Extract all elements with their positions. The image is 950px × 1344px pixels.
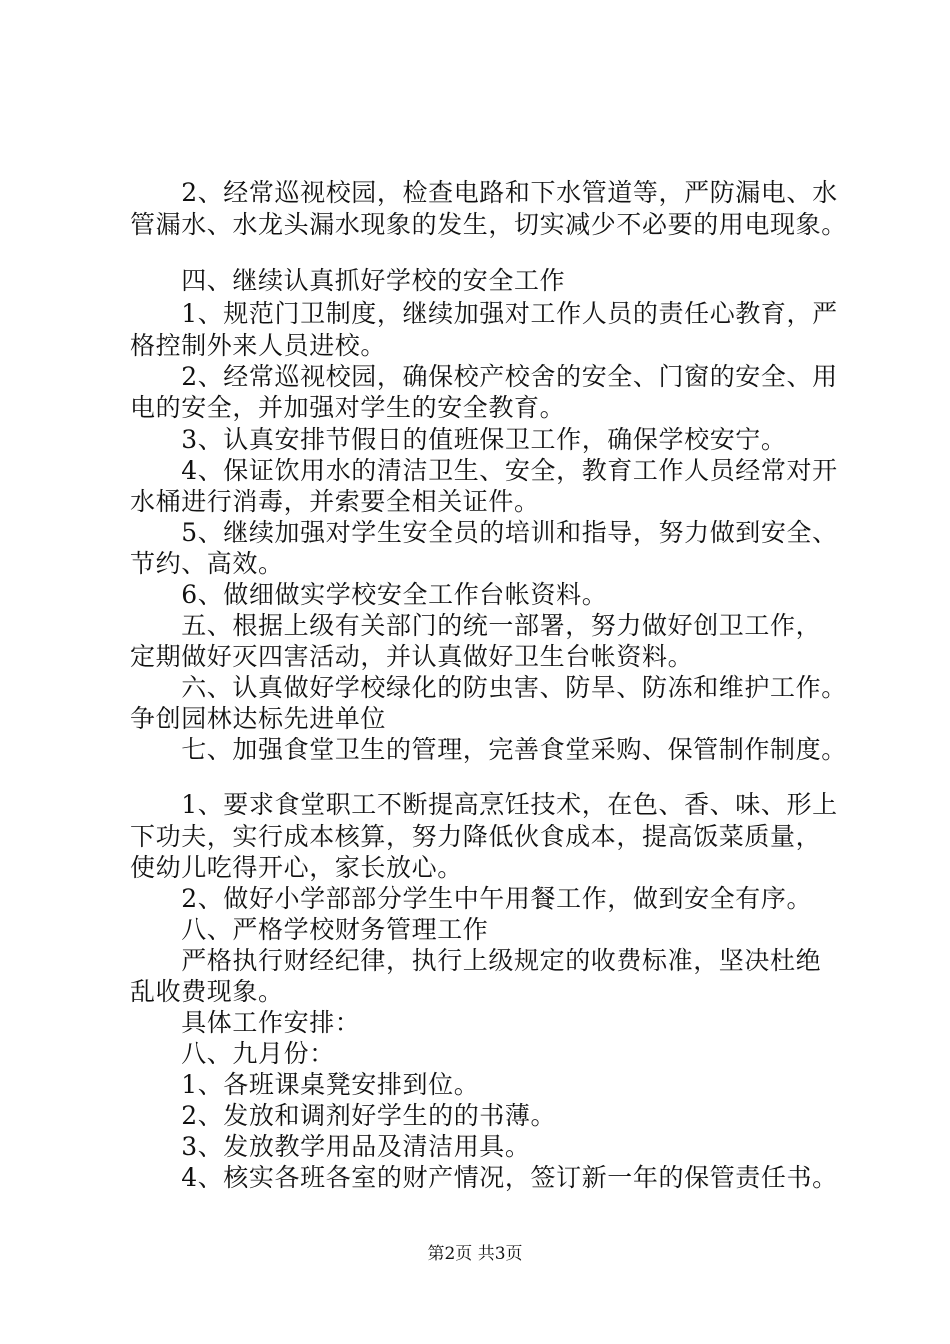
text-line: 5、继续加强对学生安全员的培训和指导，努力做到安全、 <box>130 518 838 547</box>
text-line: 八、九月份： <box>130 1039 335 1068</box>
section-heading: 四、继续认真抓好学校的安全工作 <box>130 266 566 295</box>
text-line: 1、规范门卫制度，继续加强对工作人员的责任心教育，严 <box>130 299 838 328</box>
text-line: 水桶进行消毒，并索要全相关证件。 <box>130 487 540 516</box>
text-line: 1、各班课桌凳安排到位。 <box>130 1070 480 1099</box>
text-line: 具体工作安排： <box>130 1008 361 1037</box>
text-line: 4、保证饮用水的清洁卫生、安全，教育工作人员经常对开 <box>130 456 838 485</box>
section-heading: 六、认真做好学校绿化的防虫害、防旱、防冻和维护工作。 <box>130 673 847 702</box>
text-line: 定期做好灭四害活动，并认真做好卫生台帐资料。 <box>130 642 694 671</box>
text-line: 3、发放教学用品及清洁用具。 <box>130 1132 531 1161</box>
text-line: 格控制外来人员进校。 <box>130 331 387 360</box>
text-line: 乱收费现象。 <box>130 977 284 1006</box>
text-line: 2、经常巡视校园，检查电路和下水管道等，严防漏电、水 <box>130 178 838 207</box>
text-line: 3、认真安排节假日的值班保卫工作，确保学校安宁。 <box>130 425 787 454</box>
text-line: 2、做好小学部部分学生中午用餐工作，做到安全有序。 <box>130 884 813 913</box>
text-line: 电的安全，并加强对学生的安全教育。 <box>130 393 566 422</box>
text-line: 争创园林达标先进单位 <box>130 704 387 733</box>
text-line: 6、做细做实学校安全工作台帐资料。 <box>130 580 608 609</box>
text-line: 1、要求食堂职工不断提高烹饪技术，在色、香、味、形上 <box>130 790 838 819</box>
text-line: 严格执行财经纪律，执行上级规定的收费标准，坚决杜绝 <box>130 946 822 975</box>
text-line: 2、发放和调剂好学生的的书薄。 <box>130 1101 557 1130</box>
page-footer: 第2页 共3页 <box>427 1244 523 1264</box>
text-line: 2、经常巡视校园，确保校产校舍的安全、门窗的安全、用 <box>130 362 838 391</box>
text-line: 4、核实各班各室的财产情况，签订新一年的保管责任书。 <box>130 1163 838 1192</box>
section-heading: 八、严格学校财务管理工作 <box>130 915 489 944</box>
section-heading: 七、加强食堂卫生的管理，完善食堂采购、保管制作制度。 <box>130 735 847 764</box>
section-heading: 五、根据上级有关部门的统一部署，努力做好创卫工作， <box>130 611 822 640</box>
text-line: 节约、高效。 <box>130 549 284 578</box>
text-line: 使幼儿吃得开心，家长放心。 <box>130 853 463 882</box>
text-line: 管漏水、水龙头漏水现象的发生，切实减少不必要的用电现象。 <box>130 210 847 239</box>
text-line: 下功夫，实行成本核算，努力降低伙食成本，提高饭菜质量， <box>130 822 822 851</box>
